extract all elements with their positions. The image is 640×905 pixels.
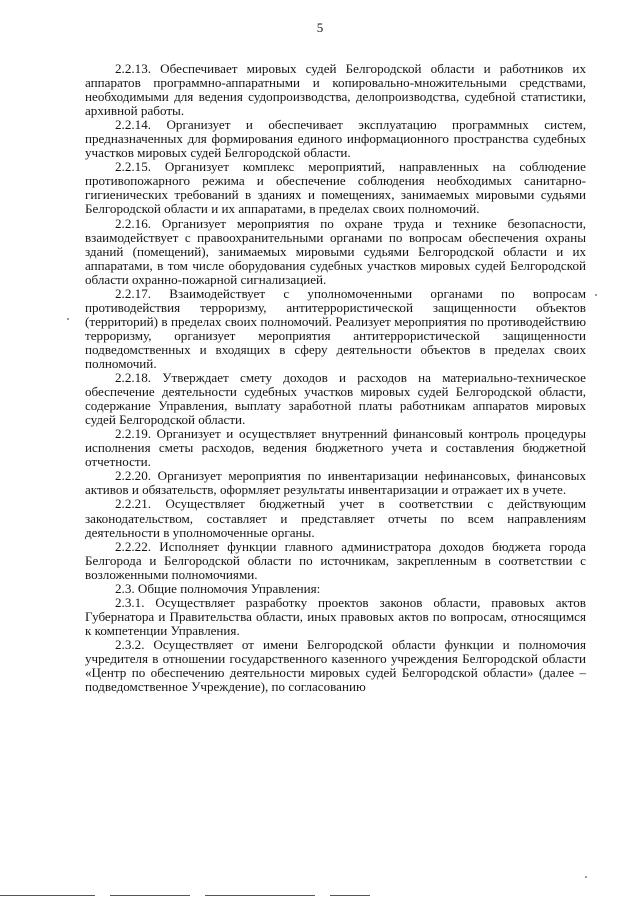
paragraph-2-2-19: 2.2.19. Организует и осуществляет внутренний финансовый контроль процедуры исполнения сметы расходов, ведения бюджетного учета и составления бюджетной отчетности. — [85, 426, 586, 470]
paragraph-2-2-15: 2.2.15. Организует комплекс мероприятий, направленных на соблюдение противопожарного режима и обеспечение соблюдения необходимых санитарно-гигиенических требований в зданиях и помещениях, занимаемых мировыми судьями Белгородской области и их аппаратами, в пределах своих полномочий. — [85, 159, 586, 217]
paragraph-2-2-22: 2.2.22. Исполняет функции главного администратора доходов бюджета города Белгорода и Белгородской области по источникам, закрепленным в соответствии с возложенными полномочиями. — [85, 538, 586, 582]
section-heading-2-3: 2.3. Общие полномочия Управления: — [115, 580, 321, 596]
document-body — [85, 62, 586, 694]
footer-rule — [205, 895, 315, 896]
paragraph-2-2-21: 2.2.21. Осуществляет бюджетный учет в соответствии с действующим законодательством, составляет и представляет отчеты по всем направлениям деятельности в уполномоченные органы. — [85, 496, 586, 540]
paragraph-2-2-20: 2.2.20. Организует мероприятия по инвентаризации нефинансовых, финансовых активов и обязательств, оформляет результаты инвентаризации и отражает их в учете. — [85, 468, 586, 498]
paragraph-2-2-18: 2.2.18. Утверждает смету доходов и расходов на материально-техническое обеспечение деятельности судебных участков мировых судей Белгородской области, содержание Управления, выплату заработной платы работникам аппаратов мировых судей Белгородской области. — [85, 370, 586, 428]
paragraph-2-3-1: 2.3.1. Осуществляет разработку проектов законов области, правовых актов Губернатора и Правительства области, иных правовых актов по вопросам, относящимся к компетенции Управления. — [85, 594, 586, 638]
scan-speck — [595, 294, 597, 296]
scan-speck — [585, 876, 587, 878]
footer-rule — [110, 895, 190, 896]
footer-rule — [0, 895, 95, 896]
paragraph-2-2-17: 2.2.17. Взаимодействует с уполномоченными органами по вопросам противодействия терроризму, антитеррористической защищенности объектов (территорий) в пределах своих полномочий. Реализует мероприятия по противодействию терроризму, организует мероприятия антитеррористической защищенности подведомственных и входящих в сферу деятельности объектов в пределах своих полномочий. — [85, 285, 586, 371]
paragraph-2-3-2: 2.3.2. Осуществляет от имени Белгородской области функции и полномочия учредителя в отношении государственного казенного учреждения Белгородской области «Центр по обеспечению деятельности мировых судей Белгородской области» (далее – подведомственное Учреждение), по согласованию — [85, 636, 586, 695]
paragraph-2-2-13: 2.2.13. Обеспечивает мировых судей Белгородской области и работников их аппаратов программно-аппаратными и копировально-множительными средствами, необходимыми для ведения судопроизводства, делопроизводства, судебной статистики, архивной работы. — [85, 61, 586, 119]
footer-rule — [330, 895, 370, 896]
paragraph-2-2-16: 2.2.16. Организует мероприятия по охране труда и технике безопасности, взаимодействует с правоохранительными органами по вопросам обеспечения охраны зданий (помещений), занимаемых мировыми судьями Белгородской области и их аппаратами, в том числе оборудования судебных участков мировых судей Белгородской области охранно-пожарной сигнализацией. — [85, 215, 586, 287]
page-number: 5 — [316, 20, 324, 35]
paragraph-2-2-14: 2.2.14. Организует и обеспечивает эксплуатацию программных систем, предназначенных для формирования единого информационного пространства судебных участков мировых судей Белгородской области. — [85, 117, 586, 161]
scan-speck — [67, 318, 69, 320]
